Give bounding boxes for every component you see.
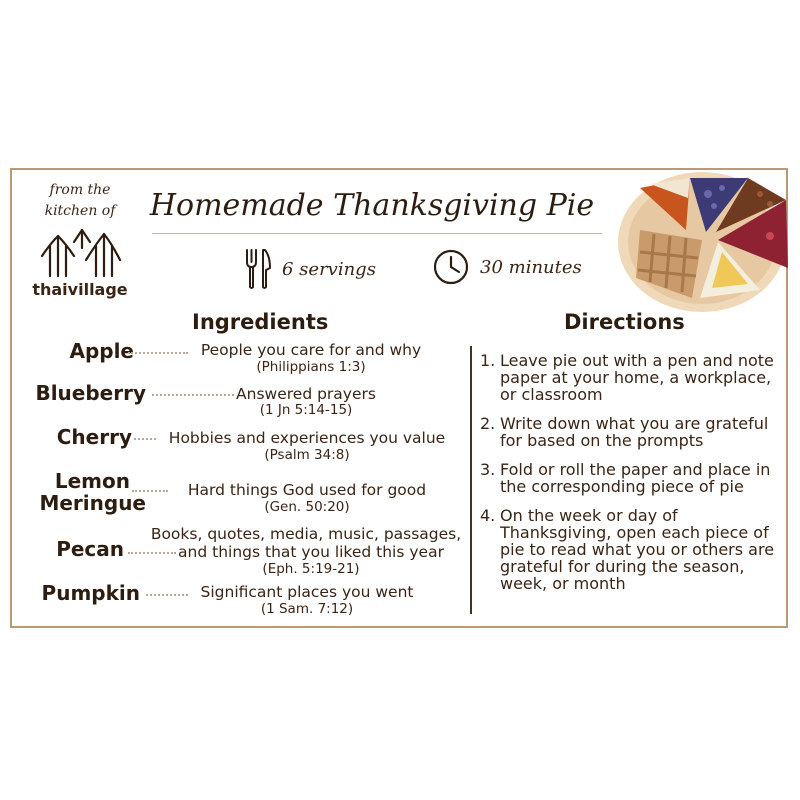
step-text: Write down what you are grateful for based on the prompts [500,414,769,450]
servings-block [244,248,376,290]
title-rule [152,233,602,234]
ingredient-name-line1: Lemon [54,469,130,493]
servings-text: 6 servings [282,258,376,280]
step-number: 4. [480,506,496,525]
time-text: 30 minutes [480,256,582,278]
step-number: 3. [480,460,496,479]
ingredient-ref: (Philippians 1:3) [256,359,366,375]
directions-heading: Directions [564,310,685,334]
direction-step-3 [480,461,785,495]
ingredients-heading: Ingredients [192,310,329,334]
ingredient-desc: Hobbies and experiences you value [168,429,446,447]
ingredient-desc: People you care for and why [200,341,422,359]
ingredient-desc: Hard things God used for good [187,481,427,499]
ingredient-ref: (1 Sam. 7:12) [260,601,354,617]
time-block [432,248,582,286]
ingredient-ref: (Psalm 34:8) [264,447,350,463]
step-number: 2. [480,414,496,433]
ingredient-desc: Significant places you went [200,583,414,601]
dotted-leader [132,490,168,492]
brand-block [30,180,130,299]
fork-knife-icon [244,248,272,290]
ingredient-name-line2: Meringue [39,491,146,515]
clock-icon [432,248,470,286]
brand-line-1: from the [49,182,111,198]
column-divider [470,346,472,614]
ingredient-name: Blueberry [35,381,146,405]
dotted-leader [128,352,188,354]
thaivillage-logo [38,226,122,278]
brand-line-2: kitchen of [44,203,116,219]
brand-name: thaivillage [32,280,128,299]
directions-list [480,352,785,604]
step-text: Fold or roll the paper and place in the corresponding piece of pie [500,460,771,496]
direction-step-1 [480,352,785,403]
direction-step-4 [480,507,785,592]
dotted-leader [146,594,188,596]
dotted-leader [134,438,156,440]
ingredient-name: Pumpkin [41,581,140,605]
ingredient-ref: (Eph. 5:19-21) [262,561,360,577]
step-text: Leave pie out with a pen and note paper at your home, a workplace, or classroom [500,351,774,404]
ingredient-desc-line2: and things that you liked this year [178,543,444,561]
ingredient-name: Apple [69,339,134,363]
ingredient-desc-line1: Books, quotes, media, music, passages, [150,525,462,543]
ingredient-ref: (Gen. 50:20) [264,499,350,515]
step-number: 1. [480,351,496,370]
ingredient-desc: Answered prayers [236,385,376,403]
ingredient-name: Pecan [56,537,124,561]
ingredient-ref: (1 Jn 5:14-15) [259,402,353,418]
ingredient-name: Cherry [56,425,132,449]
recipe-title: Homemade Thanksgiving Pie [149,188,595,223]
direction-step-2 [480,415,785,449]
step-text: On the week or day of Thanksgiving, open each piece of pie to read what you or others are grateful for during the season, week, or month [500,506,775,593]
pie-slices-image [610,170,790,320]
recipe-card [10,168,788,628]
